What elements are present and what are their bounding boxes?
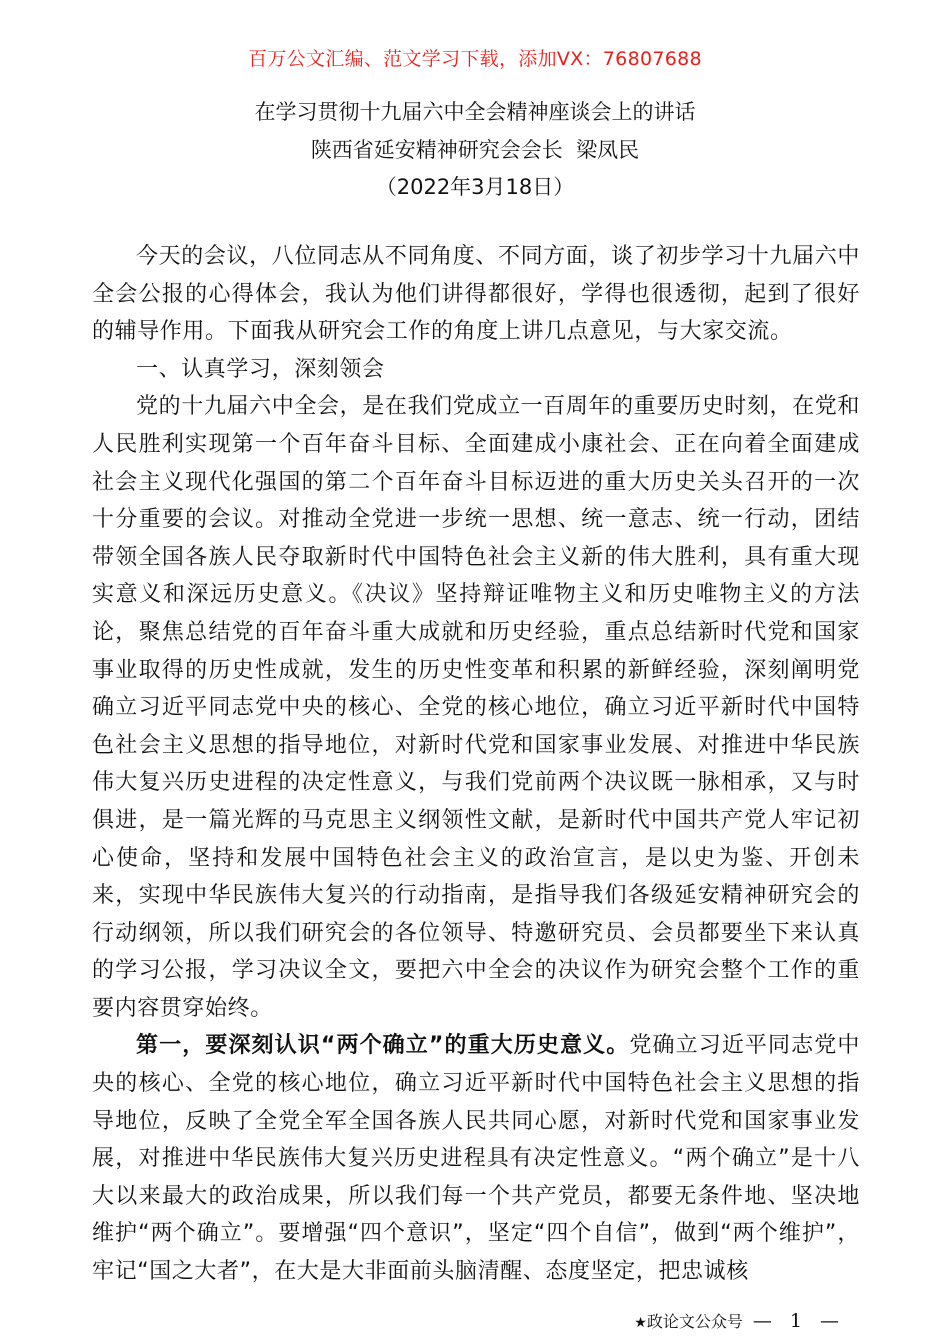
author-text: 陕西省延安精神研究会会长 梁凤民 xyxy=(310,138,640,162)
page-number: — 1 — xyxy=(752,1310,845,1332)
intro-paragraph: 今天的会议，八位同志从不同角度、不同方面，谈了初步学习十九届六中全会公报的心得体会，我认为他们讲得都很好，学得也很透彻，起到了很好的辅导作用。下面我从研究会工作的角度上讲几点意见，与大家交流。 xyxy=(92,244,860,345)
point-lead-heading: 第一，要深刻认识“两个确立”的重大历史意义。 xyxy=(136,1033,630,1059)
section-paragraph: 党的十九届六中全会，是在我们党成立一百周年的重要历史时刻，在党和人民胜利实现第一个百年奋斗目标、全面建成小康社会、正在向着全面建成社会主义现代化强国的第二个百年奋斗目标迈进的重大历史关头召开的一次十分重要的会议。对推动全党进一步统一思想、统一意志、统一行动，团结带领全国各族人民夺取新时代中国特色社会主义新的伟大胜利，具有重大现实意义和深远历史意义。《决议》坚持辩证唯物主义和历史唯物主义的方法论，聚焦总结党的百年奋斗重大成就和历史经验，重点总结新时代党和国家事业取得的历史性成就，发生的历史性变革和积累的新鲜经验，深刻阐明党确立习近平同志党中央的核心、全党的核心地位，确立习近平新时代中国特色社会主义思想的指导地位，对新时代党和国家事业发展、对推进中华民族伟大复兴历史进程的决定性意义，与我们党前两个决议既一脉相承，又与时俱进，是一篇光辉的马克思主义纲领性文献，是新时代中国共产党人牢记初心使命，坚持和发展中国特色社会主义的政治宣言，是以史为鉴、开创未来，实现中华民族伟大复兴的行动指南，是指导我们各级延安精神研究会的行动纲领，所以我们研究会的各位领导、特邀研究员、会员都要坐下来认真的学习公报，学习决议全文，要把六中全会的决议作为研究会整个工作的重要内容贯穿始终。 xyxy=(92,394,860,1021)
point-text: 党确立习近平同志党中央的核心、全党的核心地位，确立习近平新时代中国特色社会主义思想的指导地位，反映了全党全军全国各族人民共同心愿，对新时代党和国家事业发展，对推进中华民族伟大复兴历史进程具有决定性意义。“两个确立”是十八大以来最大的政治成果，所以我们每一个共产党员，都要无条件地、坚决地维护“两个确立”。要增强“四个意识”，坚定“四个自信”，做到“两个维护”，牢记“国之大者”，在大是大非面前头脑清醒、态度坚定，把忠诚核 xyxy=(92,1033,860,1285)
section-heading: 一、认真学习，深刻领会 xyxy=(136,356,385,382)
footer-source: 政论文公众号 xyxy=(646,1312,743,1331)
star-icon: ★ xyxy=(634,1315,647,1331)
speech-date: （2022年3月18日） xyxy=(375,175,575,199)
author-line xyxy=(0,135,950,165)
document-title: 在学习贯彻十九届六中全会精神座谈会上的讲话 xyxy=(254,100,696,124)
watermark-banner: 百万公文汇编、范文学习下载，添加VX：76807688 xyxy=(248,48,702,70)
point-paragraph xyxy=(92,1027,860,1290)
document-body xyxy=(92,238,860,1291)
page-footer xyxy=(634,1308,845,1336)
